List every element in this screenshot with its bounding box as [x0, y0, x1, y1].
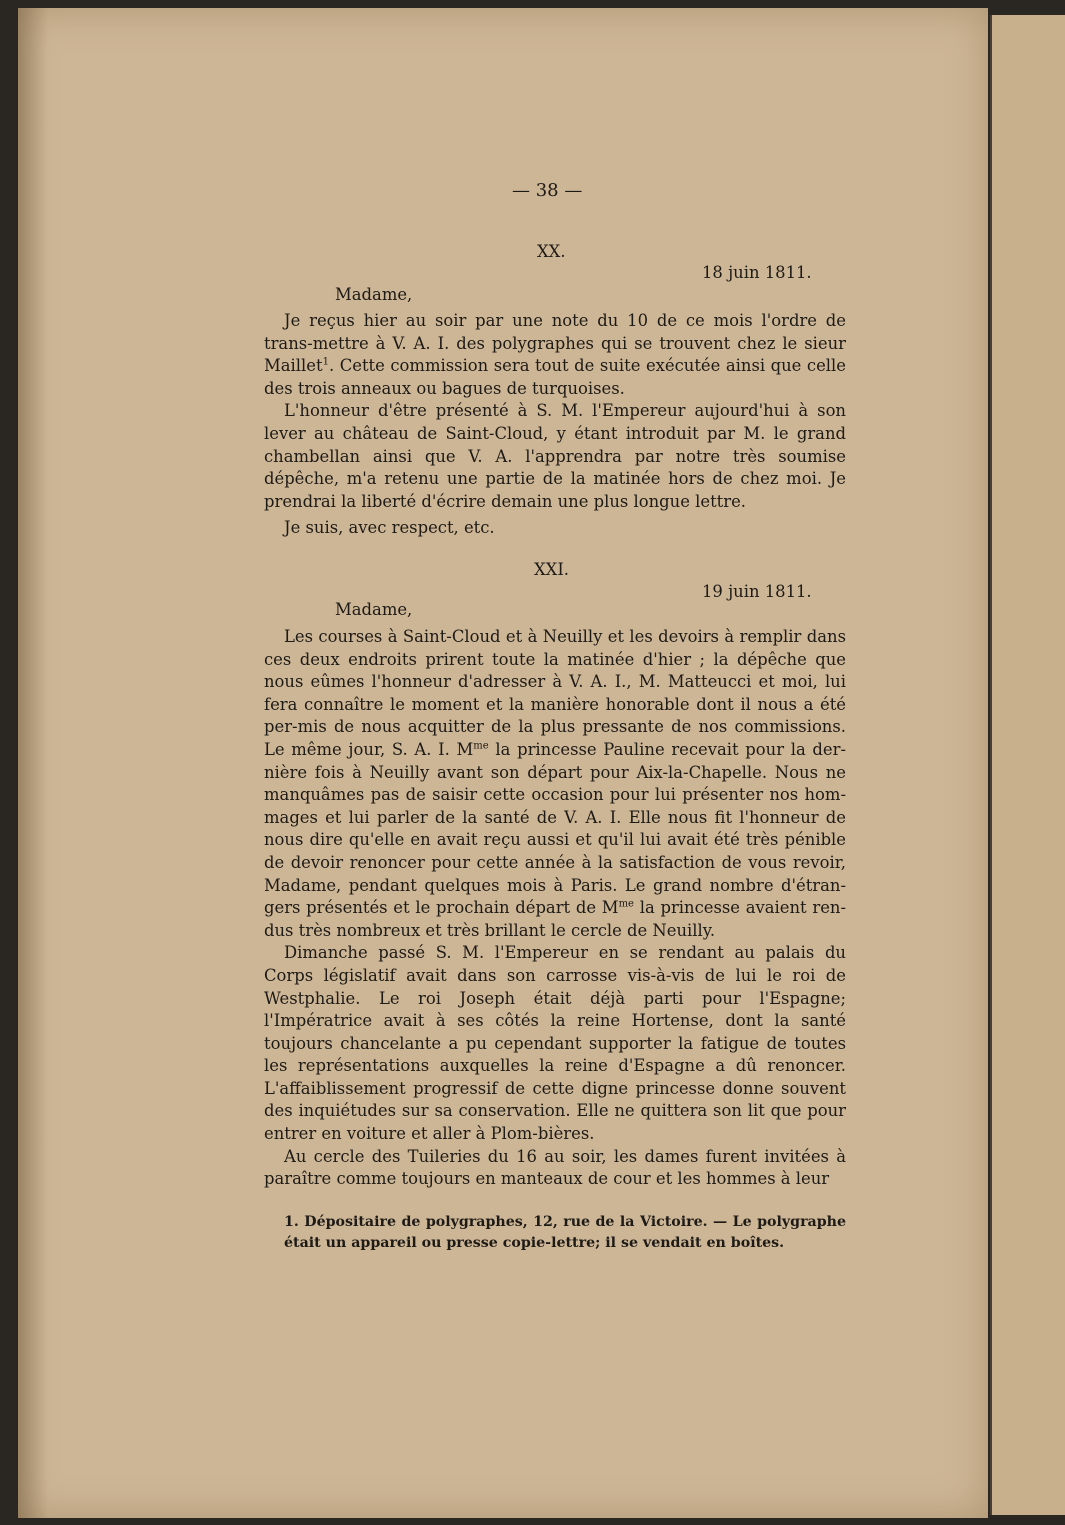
letter-xx-date: 18 juin 1811.: [702, 263, 812, 282]
adjacent-page-edge: [990, 15, 1065, 1515]
footnote-marker: 1: [322, 356, 329, 368]
letter-xxi-paragraph-2: Dimanche passé S. M. l'Empereur en se rendant au palais du Corps législatif avait dans son carrosse vis-à-vis de lui le roi de Westphalie. Le roi Joseph était déjà parti pour l'Espagne; l'Impératrice avait à ses côtés la reine Hortense, dont la santé toujours chancelante a pu cependant supporter la fatigue de toutes les représentations auxquelles la reine d'Espagne a dû renoncer. L'affaiblissement progressif de cette digne princesse donne souvent des inquiétudes sur sa conservation. Elle ne quittera son lit que pour entrer en voiture et aller à Plom-bières.: [264, 943, 846, 1144]
letter-xxi-body: [264, 626, 846, 1191]
letter-xx-numeral: XX.: [537, 242, 566, 261]
footnote: 1. Dépositaire de polygraphes, 12, rue de la Victoire. — Le polygraphe était un appareil ou presse copie-lettre; il se vendait en boîtes.: [284, 1214, 846, 1251]
letter-xxi-numeral: XXI.: [534, 560, 570, 579]
letter-xx-body: [264, 310, 846, 540]
letter-xxi-paragraph-1: Les courses à Saint-Cloud et à Neuilly et les devoirs à remplir dans ces deux endroits prirent toute la matinée d'hier ; la dépêche que nous eûmes l'honneur d'adresser à V. A. I., M. Matteucci et moi, lui fera connaître le moment et la manière honorable dont il nous a été per-mis de nous acquitter de la plus pressante de nos commissions. Le même jour, S. A. I. $M^{me}$ la princesse Pauline recevait pour la der-nière fois à Neuilly avant son départ pour Aix-la-Chapelle. Nous ne manquâmes pas de saisir cette occasion pour lui présenter nos hom-mages et lui parler de la santé de V. A. I. Elle nous fit l'honneur de nous dire qu'elle en avait reçu aussi et qu'il lui avait été très pénible de devoir renoncer pour cette année à la satisfaction de vous revoir, Madame, pendant quelques mois à Paris. Le grand nombre d'étran-gers présentés et le prochain départ de $M^{me}$ la princesse avaient ren-dus très nombreux et très brillant le cercle de Neuilly.: [264, 627, 846, 940]
letter-xx-paragraph-1: Je reçus hier au soir par une note du 10 de ce mois l'ordre de trans-mettre à V. A. I. des polygraphes qui se trouvent chez le sieur Maillet$^1$. Cette commission sera tout de suite exécutée ainsi que celle des trois anneaux ou bagues de turquoises.: [264, 311, 846, 398]
letter-xxi-paragraph-3: Au cercle des Tuileries du 16 au soir, les dames furent invitées à paraître comme toujours en manteaux de cour et les hommes à leur: [264, 1146, 846, 1189]
letter-xx-closing: Je suis, avec respect, etc.: [284, 518, 495, 538]
letter-xx-salutation: Madame,: [335, 285, 413, 304]
letter-xx-paragraph-2: L'honneur d'être présenté à S. M. l'Empereur aujourd'hui à son lever au château de Saint-Cloud, y étant introduit par M. le grand chambellan ainsi que V. A. l'apprendra par notre très soumise dépêche, m'a retenu une partie de la matinée hors de chez moi. Je prendrai la liberté d'écrire demain une plus longue lettre.: [264, 401, 846, 511]
letter-xxi-date: 19 juin 1811.: [702, 582, 812, 601]
page-number: — 38 —: [512, 180, 583, 201]
letter-xxi-salutation: Madame,: [335, 600, 413, 619]
